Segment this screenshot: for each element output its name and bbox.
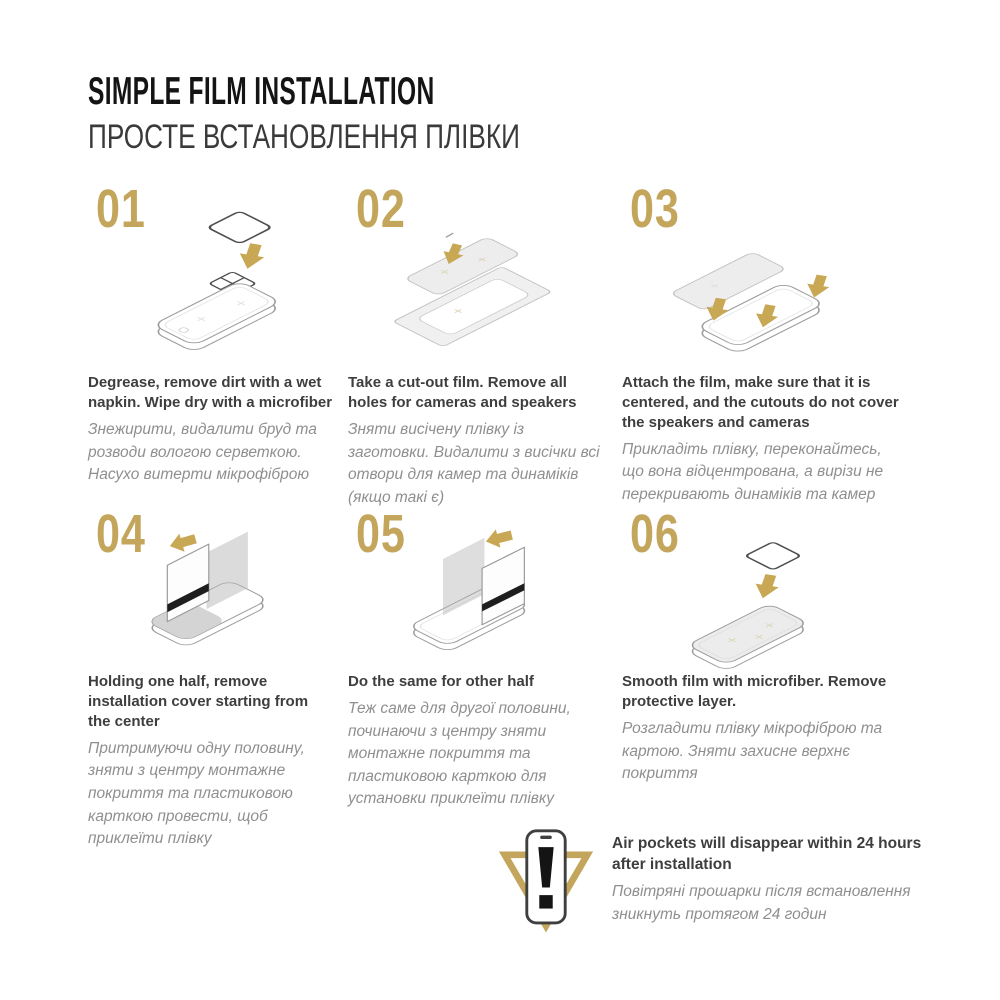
step-05-text-en: Do the same for other half: [348, 673, 534, 690]
step-05: [348, 504, 614, 851]
warning-text: [612, 826, 954, 926]
step-04-text-en: Holding one half, remove installation cover starting from the center: [88, 673, 309, 730]
step-01-text-en: Degrease, remove dirt with a wet napkin. Wipe dry with a microfiber: [88, 374, 333, 411]
warning-phone-speaker: [540, 836, 552, 839]
step-03-number: 03: [630, 179, 680, 239]
warning-icon: [498, 826, 594, 934]
warning-text-en: Air pockets will disappear within 24 hours after installation: [612, 835, 922, 873]
step-01: [88, 179, 340, 509]
step-04-text-ua: Притримуючи одну половину, зняти з центру монтажне покриття та пластиковою карткою провести, щоб приклеїти плівку: [88, 739, 305, 848]
step-02: [348, 179, 614, 509]
header: [88, 72, 649, 154]
warning-text-ua: Повітряні прошарки після встановлення зникнуть протягом 24 годин: [612, 883, 911, 923]
step-04: [88, 504, 340, 851]
step-05-text-ua: Теж саме для другої половини, починаючи з центру зняти монтажне покриття та пластиковою карткою для установки приклеїти плівку: [348, 699, 571, 808]
step-06-number: 06: [630, 504, 680, 564]
step-04-number: 04: [96, 504, 146, 564]
film-tab: [446, 233, 453, 237]
page-title: SIMPLE FILM INSTALLATION: [88, 70, 435, 113]
step-02-text-en: Take a cut-out film. Remove all holes for cameras and speakers: [348, 374, 577, 411]
exclamation-dot: [539, 895, 552, 908]
step-03: [622, 179, 908, 509]
warning-note: [498, 826, 954, 934]
step-02-number: 02: [356, 179, 406, 239]
step-05-number: 05: [356, 504, 406, 564]
step-03-illustration: [662, 196, 852, 355]
napkin-icon: [207, 211, 272, 244]
step-06: [622, 504, 908, 851]
down-arrow-icon: [751, 573, 782, 600]
step-02-text-ua: Зняти висічену плівку із заготовки. Видалити з висічки всі отвори для камер та динаміків (якщо такі є): [348, 420, 600, 506]
step-03-text-en: Attach the film, make sure that it is centered, and the cutouts do not cover the speakers and cameras: [622, 374, 899, 431]
step-06-text-en: Smooth film with microfiber. Remove protective layer.: [622, 673, 887, 710]
peel-arrow-icon: [484, 526, 514, 551]
phone-icon: [687, 604, 808, 672]
napkin-icon: [745, 542, 801, 570]
down-arrow-icon: [235, 242, 268, 270]
step-01-illustration: [128, 196, 318, 355]
step-05-illustration: [396, 523, 576, 672]
steps-row-2: [88, 504, 908, 851]
step-04-illustration: [136, 523, 316, 668]
page-subtitle: ПРОСТЕ ВСТАНОВЛЕННЯ ПЛІВКИ: [88, 118, 520, 156]
step-01-number: 01: [96, 179, 146, 239]
phone-icon: [153, 281, 281, 352]
step-02-illustration: [388, 196, 578, 355]
step-03-text-ua: Прикладіть плівку, переконайтесь, що вона відцентрована, а вирізи не перекривають динаміків та камер: [622, 440, 884, 504]
steps-row-1: [88, 179, 908, 509]
step-06-illustration: [670, 523, 850, 673]
step-06-text-ua: Розгладити плівку мікрофіброю та картою. Зняти захисне верхнє покриття: [622, 719, 883, 783]
step-01-text-ua: Знежирити, видалити бруд та розводи вологою серветкою. Насухо витерти мікрофіброю: [88, 420, 317, 484]
